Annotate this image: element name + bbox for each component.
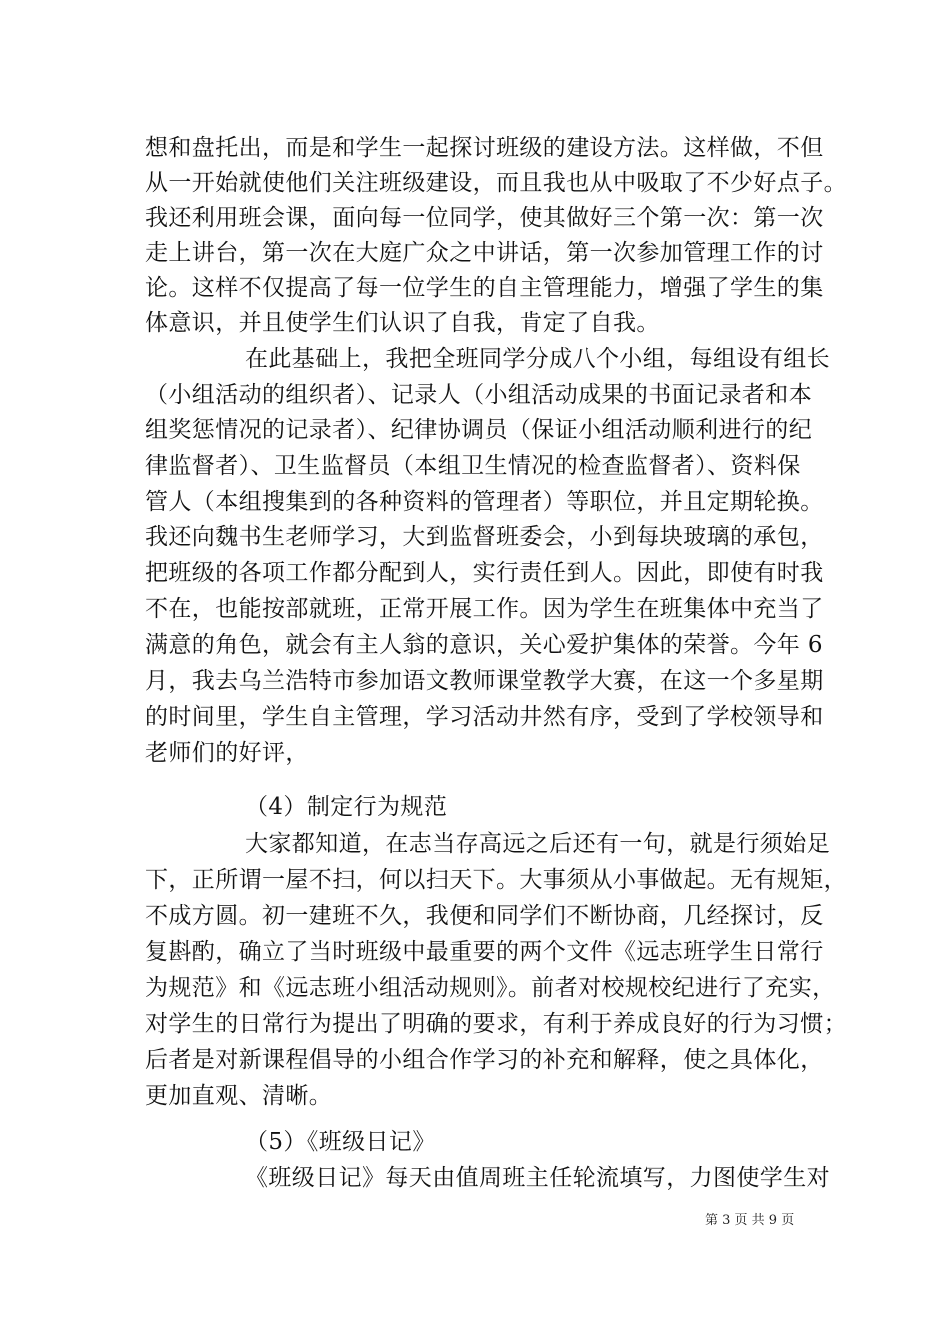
text-line: 把班级的各项工作都分配到人，实行责任到人。因此，即使有时我 [145, 560, 824, 586]
text-line: 更加直观、清晰。 [145, 1083, 333, 1109]
text-line: 管人（本组搜集到的各种资料的管理者）等职位，并且定期轮换。 [145, 489, 824, 515]
section-heading: （4）制定行为规范 [245, 794, 448, 820]
text-line: （小组活动的组织者）、记录人（小组活动成果的书面记录者和本 [145, 382, 813, 408]
text-line: 想和盘托出，而是和学生一起探讨班级的建设方法。这样做，不但 [145, 135, 824, 161]
text-line: 不成方圆。初一建班不久，我便和同学们不断协商，几经探讨，反 [145, 903, 824, 929]
text-line: 论。这样不仅提高了每一位学生的自主管理能力，增强了学生的集 [145, 275, 824, 301]
section-heading: （5）《班级日记》 [245, 1129, 436, 1155]
text-line: 后者是对新课程倡导的小组合作学习的补充和解释，使之具体化， [145, 1047, 824, 1073]
text-line: 我还利用班会课，面向每一位同学，使其做好三个第一次：第一次 [145, 205, 824, 231]
text-line: 为规范》和《远志班小组活动规则》。前者对校规校纪进行了充实， [145, 975, 836, 1001]
text-line: 下，正所谓一屋不扫，何以扫天下。大事须从小事做起。无有规矩， [145, 867, 847, 893]
text-line: 月，我去乌兰浩特市参加语文教师课堂教学大赛，在这一个多星期 [145, 668, 824, 694]
text-line: 律监督者）、卫生监督员（本组卫生情况的检查监督者）、资料保 [145, 453, 801, 479]
paragraph-first-line: 《班级日记》每天由值周班主任轮流填写，力图使学生对 [245, 1165, 830, 1191]
text-line: 对学生的日常行为提出了明确的要求，有利于养成良好的行为习惯； [145, 1011, 847, 1037]
page-number-footer: 第 3 页 共 9 页 [705, 1213, 795, 1228]
text-line: 从一开始就使他们关注班级建设，而且我也从中吸取了不少好点子。 [145, 170, 847, 196]
text-line: 不在，也能按部就班，正常开展工作。因为学生在班集体中充当了 [145, 596, 824, 622]
text-line: 体意识，并且使学生们认识了自我，肯定了自我。 [145, 310, 660, 336]
paragraph-first-line: 在此基础上，我把全班同学分成八个小组，每组设有组长 [245, 346, 830, 372]
text-line: 老师们的好评， [145, 740, 309, 766]
text-line: 我还向魏书生老师学习，大到监督班委会，小到每块玻璃的承包， [145, 524, 824, 550]
text-line: 的时间里，学生自主管理，学习活动井然有序，受到了学校领导和 [145, 704, 824, 730]
text-line: 复斟酌，确立了当时班级中最重要的两个文件《远志班学生日常行 [145, 939, 824, 965]
text-line: 满意的角色，就会有主人翁的意识，关心爱护集体的荣誉。今年 6 [145, 632, 823, 658]
text-line: 走上讲台，第一次在大庭广众之中讲话，第一次参加管理工作的讨 [145, 240, 824, 266]
paragraph-first-line: 大家都知道，在志当存高远之后还有一句，就是行须始足 [245, 831, 830, 857]
text-line: 组奖惩情况的记录者）、纪律协调员（保证小组活动顺利进行的纪 [145, 417, 813, 443]
